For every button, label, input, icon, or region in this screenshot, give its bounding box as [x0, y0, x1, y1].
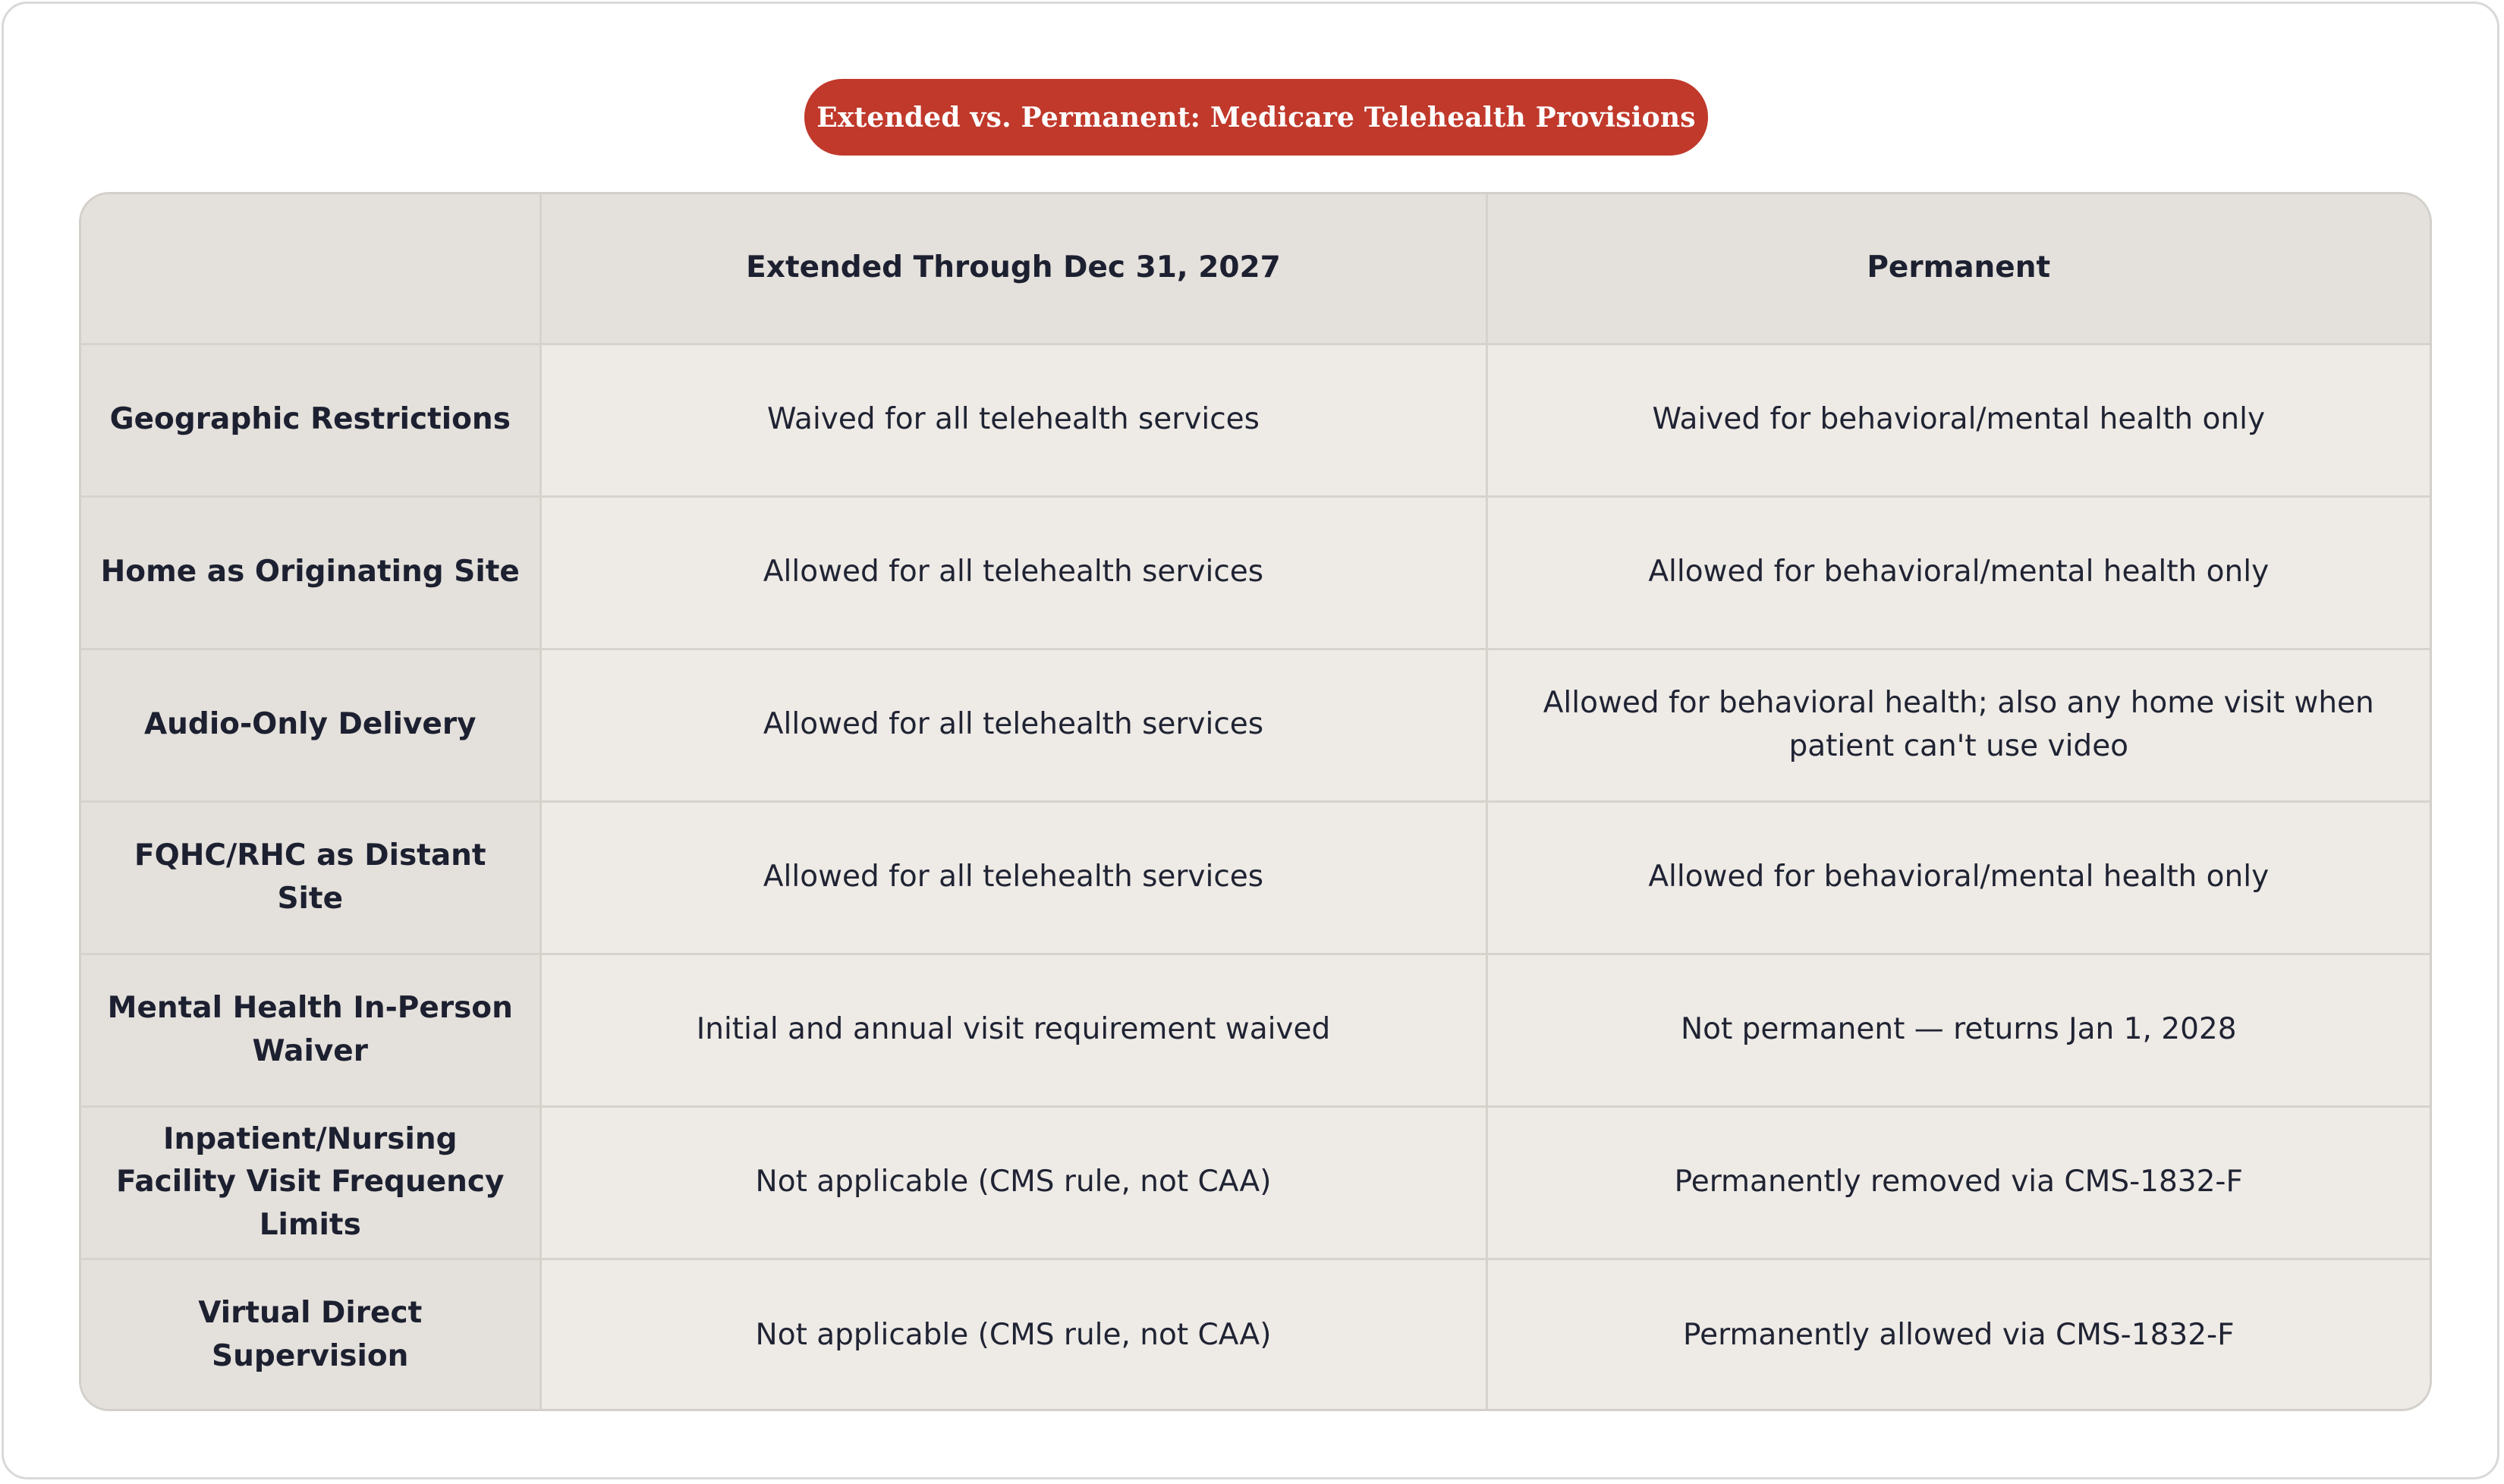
comparison-table-container	[79, 192, 2432, 1411]
cell-permanent: Not permanent — returns Jan 1, 2028	[1486, 954, 2430, 1106]
cell-extended: Allowed for all telehealth services	[540, 649, 1486, 801]
row-label: FQHC/RHC as Distant Site	[81, 801, 540, 954]
cell-permanent: Allowed for behavioral/mental health only	[1486, 801, 2430, 954]
cell-permanent: Waived for behavioral/mental health only	[1486, 344, 2430, 496]
cell-permanent: Allowed for behavioral/mental health only	[1486, 496, 2430, 649]
cell-extended: Not applicable (CMS rule, not CAA)	[540, 1106, 1486, 1259]
table-header-row	[81, 194, 2430, 344]
page-title: Extended vs. Permanent: Medicare Telehealth Provisions	[804, 79, 1708, 156]
page-frame	[2, 2, 2499, 1479]
cell-permanent: Permanently allowed via CMS-1832-F	[1486, 1259, 2430, 1411]
row-label: Inpatient/Nursing Facility Visit Frequency Limits	[81, 1106, 540, 1259]
table-row	[81, 496, 2430, 649]
row-label: Mental Health In-Person Waiver	[81, 954, 540, 1106]
cell-extended: Not applicable (CMS rule, not CAA)	[540, 1259, 1486, 1411]
row-label: Virtual Direct Supervision	[81, 1259, 540, 1411]
row-label: Home as Originating Site	[81, 496, 540, 649]
cell-extended: Initial and annual visit requirement waived	[540, 954, 1486, 1106]
cell-extended: Allowed for all telehealth services	[540, 496, 1486, 649]
row-label: Geographic Restrictions	[81, 344, 540, 496]
row-label: Audio-Only Delivery	[81, 649, 540, 801]
header-permanent: Permanent	[1486, 194, 2430, 344]
table-row	[81, 801, 2430, 954]
cell-extended: Allowed for all telehealth services	[540, 801, 1486, 954]
cell-permanent: Permanently removed via CMS-1832-F	[1486, 1106, 2430, 1259]
header-extended: Extended Through Dec 31, 2027	[540, 194, 1486, 344]
table-row	[81, 344, 2430, 496]
cell-extended: Waived for all telehealth services	[540, 344, 1486, 496]
comparison-table	[81, 194, 2430, 1411]
table-row	[81, 1259, 2430, 1411]
header-corner-cell	[81, 194, 540, 344]
table-row	[81, 954, 2430, 1106]
table-row	[81, 1106, 2430, 1259]
table-row	[81, 649, 2430, 801]
cell-permanent: Allowed for behavioral health; also any home visit when patient can't use video	[1486, 649, 2430, 801]
